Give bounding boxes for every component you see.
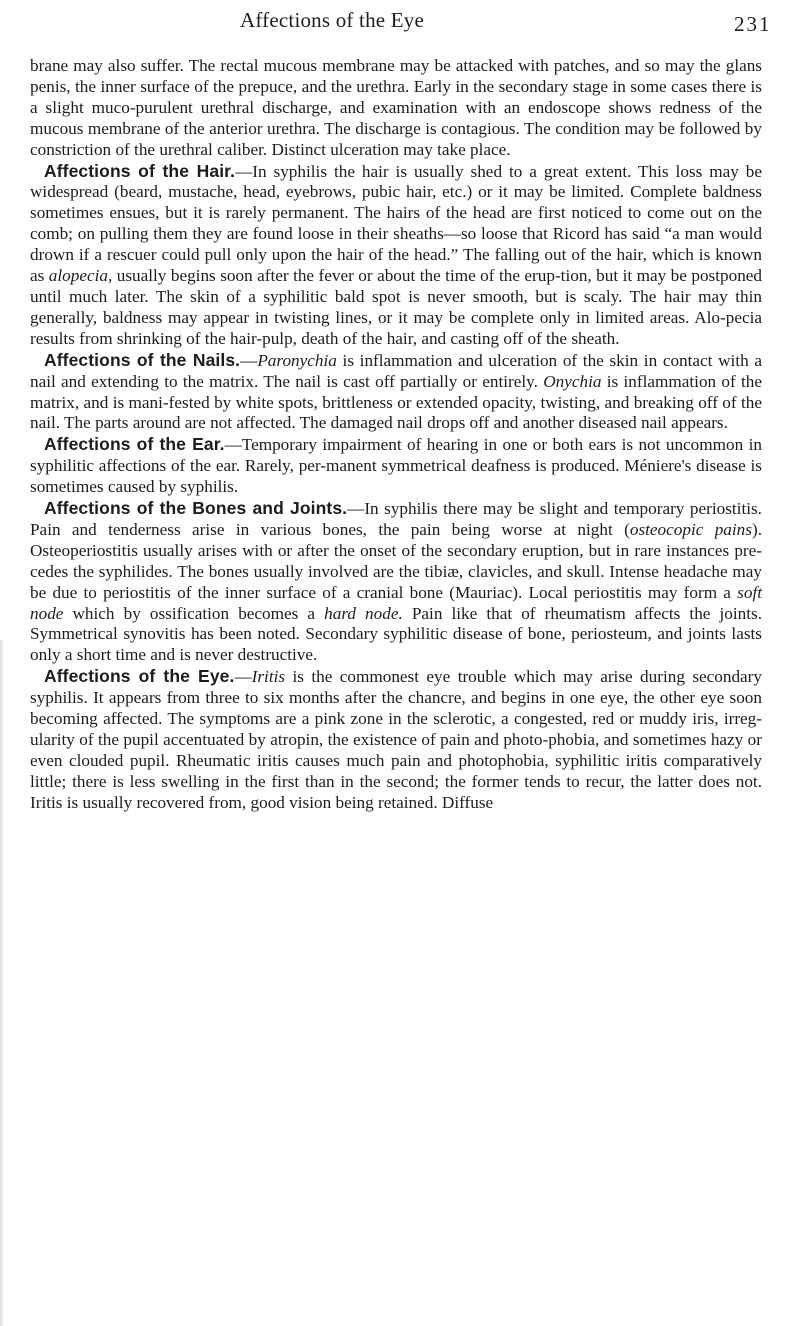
binding-shadow <box>0 640 4 1326</box>
heading-hair: Affections of the Hair. <box>44 160 236 181</box>
term-osteocopic: osteocopic pains <box>629 519 752 539</box>
heading-nails: Affections of the Nails. <box>44 349 241 370</box>
term-hard-node: hard node. <box>324 603 403 623</box>
ear-text-1: Temporary impairment of hearing in one or both ears is not uncommon in syphilitic affections of the ear. Rarely, per-manent symmetrical deafness is produced. Méniere's disease is sometimes caused by syphilis. <box>30 435 762 497</box>
nails-text-2: is inflammation of the matrix, and is mani-fested by white spots, brittleness or extended opacity, twisting, and breaking off of the nail. The parts around are not affected. The damaged nail drops off and another diseased nail appears. <box>30 371 763 433</box>
section-ear: Affections of the Ear.—Temporary impairment of hearing in one or both ears is not uncommon in syphilitic affections of the ear. Rarely, per-manent symmetrical deafness is produced. Méniere's disease is sometimes caused by syphilis. <box>30 434 762 497</box>
heading-eye: Affections of the Eye. <box>44 666 235 687</box>
bones-text-3: which by ossification becomes a <box>72 603 316 623</box>
section-hair: Affections of the Hair.—In syphilis the hair is usually shed to a great extent. This loss may be widespread (beard, mustache, head, eyebrows, pubic hair, etc.) or it may be limited. Complete baldness sometimes ensues, but it is rarely permanent. The hairs of the head are first noticed to come out on the comb; on pulling them they are found loose in their sheaths—so loose that Ricord has said “a man would drown if a rescuer could pull only upon the hair of the head.” The falling out of the hair, which is known as alopecia, usually begins soon after the fever or about the time of the erup-tion, but it may be postponed until much later. The skin of a syphilitic bald spot is never smooth, but is scaly. The hair may thin generally, baldness may appear in twisting lines, or it may be complete only in limited areas. Alo-pecia results from shrinking of the hair-pulp, death of the hair, and casting off of the sheath. <box>30 160 763 348</box>
heading-bones: Affections of the Bones and Joints. <box>44 498 348 519</box>
eye-text-1: is the commonest eye trouble which may arise during secondary syphilis. It appears from three to six months after the chancre, and begins in one eye, the other eye soon becoming affected. The symptoms are a pink zone in the sclerotic, a congested, red or muddy iris, irreg-ularity of the pupil accentuated by atropin, the existence of pain and photo-phobia, and sometimes hazy or even clouded pupil. Rheumatic iritis causes much pain and photophobia, syphilitic iritis comparatively little; there is less swelling in the first than in the second; the former tends to recur, the latter does not. Iritis is usually recovered from, good vision being retained. Diffuse <box>30 667 763 812</box>
bones-text-4: Pain like that of rheumatism affects the joints. Symmetrical synovitis has been noted. Secondary syphilitic disease of bone, periosteum, and joints lasts only a short time and is never destructive. <box>30 603 762 665</box>
section-nails: Affections of the Nails.—Paronychia is inflammation and ulceration of the skin in contact with a nail and extending to the matrix. The nail is cast off partially or entirely. Onychia is inflammation of the matrix, and is mani-fested by white spots, brittleness or extended opacity, twisting, and breaking off of the nail. The parts around are not affected. The damaged nail drops off and another diseased nail appears. <box>30 349 763 433</box>
term-soft-node: soft node <box>30 582 763 623</box>
hair-text-1: In syphilis the hair is usually shed to a great extent. This loss may be widespread (beard, mustache, head, eyebrows, pubic hair, etc.) or it may be limited. Complete baldness sometimes ensues, but it is rarely permanent. The hairs of the head are first noticed to come out on the comb; on pulling them they are found loose in their sheaths—so loose that Ricord has said “a man would drown if a rescuer could pull only upon the hair of the head.” The falling out of the hair, which is known as <box>30 161 762 286</box>
heading-ear: Affections of the Ear. <box>44 434 225 455</box>
section-bones: Affections of the Bones and Joints.—In syphilis there may be slight and temporary periostitis. Pain and tenderness arise in various bones, the pain being worse at night (osteocopic pains). Osteoperiostitis usually arises with or after the onset of the secondary eruption, but in rare instances pre-cedes the syphilides. The bones usually involved are the tibiæ, clavicles, and skull. Intense headache may be due to periostitis of the inner surface of a cranial bone (Mauriac). Local periostitis may form a soft node which by ossification becomes a hard node. Pain like that of rheumatism affects the joints. Symmetrical synovitis has been noted. Secondary syphilitic disease of bone, periosteum, and joints lasts only a short time and is never destructive. <box>30 498 763 665</box>
page-body <box>30 56 762 814</box>
term-onychia: Onychia <box>543 371 602 391</box>
continuation-paragraph <box>30 56 762 161</box>
page-number: 231 <box>734 12 772 36</box>
term-alopecia: alopecia, <box>48 266 113 286</box>
running-head <box>0 6 801 40</box>
nails-text-1: is inflammation and ulceration of the skin in contact with a nail and extending to the matrix. The nail is cast off partially or entirely. <box>30 350 762 391</box>
section-eye: Affections of the Eye.—Iritis is the commonest eye trouble which may arise during secondary syphilis. It appears from three to six months after the chancre, and begins in one eye, the other eye soon becoming affected. The symptoms are a pink zone in the sclerotic, a congested, red or muddy iris, irreg-ularity of the pupil accentuated by atropin, the existence of pain and photo-phobia, and sometimes hazy or even clouded pupil. Rheumatic iritis causes much pain and photophobia, syphilitic iritis comparatively little; there is less swelling in the first than in the second; the former tends to recur, the latter does not. Iritis is usually recovered from, good vision being retained. Diffuse <box>30 666 763 812</box>
bones-text-2: ). Osteoperiostitis usually arises with or after the onset of the secondary eruption, but in rare instances pre-cedes the syphilides. The bones usually involved are the tibiæ, clavicles, and skull. Intense headache may be due to periostitis of the inner surface of a cranial bone (Mauriac). Local periostitis may form a <box>30 519 762 602</box>
continuation-text: brane may also suffer. The rectal mucous membrane may be attacked with patches, and so may the glans penis, the inner surface of the prepuce, and the urethra. Early in the secondary stage in some cases there is a slight muco-purulent urethral discharge, and examination with an endoscope shows redness of the mucous membrane of the anterior urethra. The discharge is contagious. The condition may be followed by constriction of the urethral caliber. Distinct ulceration may take place. <box>30 56 762 159</box>
term-paronychia: Paronychia <box>257 350 337 370</box>
bones-text-1: In syphilis there may be slight and temporary periostitis. Pain and tenderness arise in various bones, the pain being worse at night ( <box>30 499 762 539</box>
term-iritis: Iritis <box>251 667 286 687</box>
running-head-title: Affections of the Eye <box>240 8 425 32</box>
hair-text-2: usually begins soon after the fever or about the time of the erup-tion, but it may be postponed until much later. The skin of a syphilitic bald spot is never smooth, but is scaly. The hair may thin generally, baldness may appear in twisting lines, or it may be complete only in limited areas. Alo-pecia results from shrinking of the hair-pulp, death of the hair, and casting off of the sheath. <box>30 266 763 348</box>
